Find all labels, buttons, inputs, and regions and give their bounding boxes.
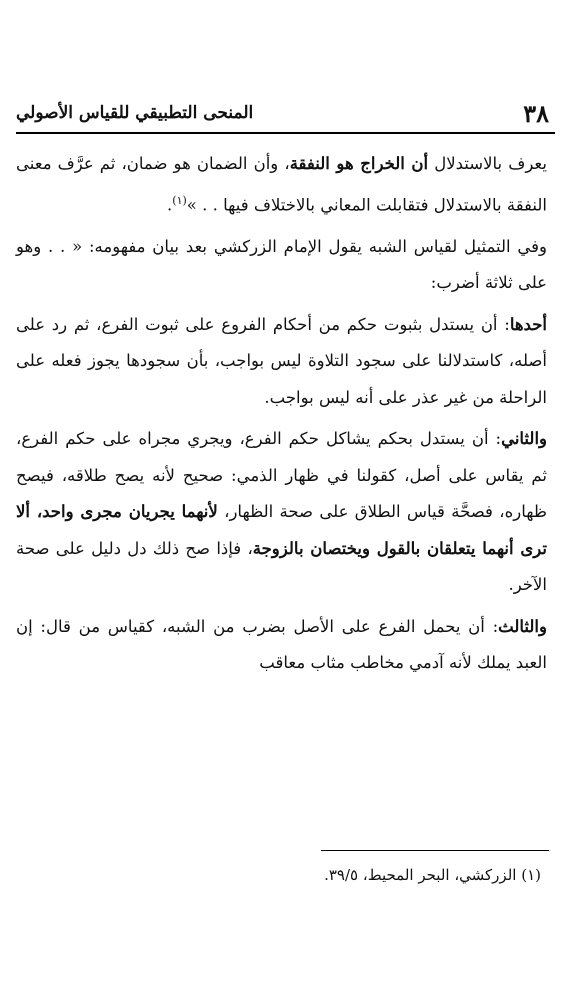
body-text [16,146,547,682]
p1-bold-phrase: أن الخراج هو النفقة [289,154,429,173]
paragraph-3 [16,307,547,417]
header-rule [16,132,555,134]
footnote-rule [321,850,549,851]
paragraph-1 [16,146,547,224]
p5-text: : أن يحمل الفرع على الأصل بضرب من الشبه، كقياس من قال: إن العبد يملك لأنه آدمي مخاطب مثاب معاقب [16,616,547,672]
page-number: ٣٨ [523,98,549,128]
p1-text-a: يعرف بالاستدلال [428,154,547,173]
page-header [16,96,549,130]
running-title: المنحى التطبيقي للقياس الأصولي [16,103,254,123]
p4-text-c: ، فإذا صح ذلك دل دليل على صحة الآخر. [16,538,547,594]
p3-text: : أن يستدل بثبوت حكم من أحكام الفروع على ثبوت الفرع، ثم رد على أصله، كاستدلالنا على سجود التلاوة ليس بواجب، بأن سجودها يجوز فعله على الراحلة من غير عذر على أنه ليس بواجب. [16,314,547,407]
p4-text-a: : أن يستدل بحكم يشاكل حكم الفرع، ويجري مجراه على حكم الفرع، ثم يقاس على أصل، كقولنا في ظهار الذمي: صحيح لأنه يصح طلاقه، فيصح ظهاره، فصحَّة قياس الطلاق على صحة الظهار، [16,429,547,521]
p1-end: . [167,195,173,214]
p1-text-c: ، وأن الضمان هو ضمان، ثم عرَّف معنى النفقة بالاستدلال فتقابلت المعاني بالاختلاف فيها . . » [16,154,547,214]
p3-lead: أحدها [509,314,547,334]
paragraph-2: وفي التمثيل لقياس الشبه يقول الإمام الزركشي بعد بيان مفهومه: « . . وهو على ثلاثة أضرب: [16,236,547,292]
footnote: (١) الزركشي، البحر المحيط، ٣٩/٥. [324,866,541,884]
paragraph-5 [16,609,547,682]
footnote-reference: (١) [172,193,187,207]
paragraph-4 [16,421,547,604]
p5-lead: والثالث [498,616,547,636]
p4-lead: والثاني [501,429,547,448]
p4-bold-phrase: لأنهما يجريان مجرى واحد، ألا ترى أنهما يتعلقان بالقول ويختصان بالزوجة [16,502,547,558]
